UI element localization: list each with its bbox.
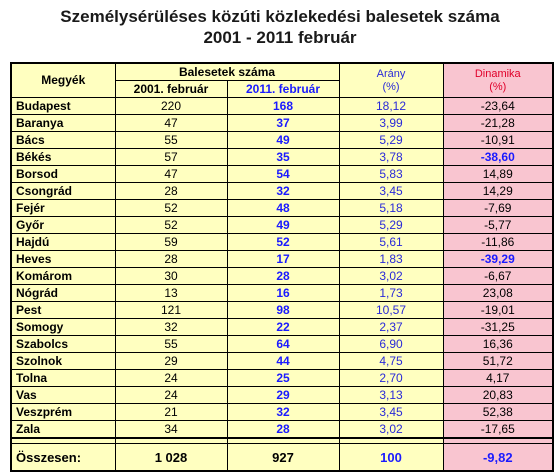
ratio-cell: 3,02: [339, 268, 443, 285]
dynamics-cell: -38,60: [443, 149, 553, 166]
ratio-cell: 5,18: [339, 200, 443, 217]
table-row: [11, 387, 553, 404]
value-2001-cell: 52: [115, 217, 227, 234]
value-2011-cell: 44: [227, 353, 339, 370]
table-row: [11, 149, 553, 166]
total-2011: 927: [227, 444, 339, 472]
ratio-cell: 4,75: [339, 353, 443, 370]
header-dynamics-unit: (%): [489, 80, 507, 93]
table-row: [11, 115, 553, 132]
table-row: [11, 302, 553, 319]
value-2001-cell: 59: [115, 234, 227, 251]
table-row: [11, 404, 553, 421]
table-row: [11, 285, 553, 302]
table-row: [11, 217, 553, 234]
dynamics-cell: -11,86: [443, 234, 553, 251]
ratio-cell: 6,90: [339, 336, 443, 353]
value-2011-cell: 52: [227, 234, 339, 251]
table-row: [11, 336, 553, 353]
ratio-cell: 5,83: [339, 166, 443, 183]
county-cell: Komárom: [11, 268, 115, 285]
header-2001: 2001. február: [115, 81, 227, 98]
dynamics-cell: -7,69: [443, 200, 553, 217]
total-2001: 1 028: [115, 444, 227, 472]
header-county: Megyék: [11, 63, 115, 98]
value-2001-cell: 47: [115, 166, 227, 183]
table-row: [11, 370, 553, 387]
county-cell: Heves: [11, 251, 115, 268]
dynamics-cell: 52,38: [443, 404, 553, 421]
table-row: [11, 200, 553, 217]
county-cell: Pest: [11, 302, 115, 319]
county-cell: Tolna: [11, 370, 115, 387]
value-2001-cell: 13: [115, 285, 227, 302]
dynamics-cell: 14,29: [443, 183, 553, 200]
table-row: [11, 183, 553, 200]
header-cases: Balesetek száma: [115, 63, 339, 81]
value-2001-cell: 32: [115, 319, 227, 336]
table-row: [11, 98, 553, 115]
value-2001-cell: 28: [115, 251, 227, 268]
county-cell: Bács: [11, 132, 115, 149]
dynamics-cell: 20,83: [443, 387, 553, 404]
table-row: [11, 132, 553, 149]
table-row: [11, 251, 553, 268]
total-dynamics: -9,82: [443, 444, 553, 472]
value-2011-cell: 29: [227, 387, 339, 404]
value-2001-cell: 47: [115, 115, 227, 132]
dynamics-cell: 14,89: [443, 166, 553, 183]
county-cell: Vas: [11, 387, 115, 404]
dynamics-cell: -23,64: [443, 98, 553, 115]
county-cell: Budapest: [11, 98, 115, 115]
value-2001-cell: 21: [115, 404, 227, 421]
table-row: [11, 166, 553, 183]
county-cell: Somogy: [11, 319, 115, 336]
table-row: [11, 234, 553, 251]
value-2011-cell: 49: [227, 217, 339, 234]
county-cell: Veszprém: [11, 404, 115, 421]
value-2001-cell: 28: [115, 183, 227, 200]
value-2011-cell: 64: [227, 336, 339, 353]
ratio-cell: 3,78: [339, 149, 443, 166]
dynamics-cell: -5,77: [443, 217, 553, 234]
total-row: [11, 444, 553, 472]
ratio-cell: 2,70: [339, 370, 443, 387]
value-2011-cell: 49: [227, 132, 339, 149]
ratio-cell: 3,99: [339, 115, 443, 132]
county-cell: Szabolcs: [11, 336, 115, 353]
dynamics-cell: -17,65: [443, 421, 553, 439]
value-2001-cell: 55: [115, 132, 227, 149]
value-2011-cell: 16: [227, 285, 339, 302]
county-cell: Zala: [11, 421, 115, 439]
ratio-cell: 18,12: [339, 98, 443, 115]
total-ratio: 100: [339, 444, 443, 472]
ratio-cell: 1,83: [339, 251, 443, 268]
dynamics-cell: -10,91: [443, 132, 553, 149]
county-cell: Szolnok: [11, 353, 115, 370]
value-2011-cell: 22: [227, 319, 339, 336]
table-row: [11, 319, 553, 336]
value-2001-cell: 30: [115, 268, 227, 285]
header-2011: 2011. február: [227, 81, 339, 98]
ratio-cell: 5,29: [339, 132, 443, 149]
page-title: [0, 6, 560, 48]
table-row: [11, 421, 553, 439]
value-2001-cell: 29: [115, 353, 227, 370]
dynamics-cell: 51,72: [443, 353, 553, 370]
header-dynamics: [443, 63, 553, 98]
ratio-cell: 5,29: [339, 217, 443, 234]
table-row: [11, 353, 553, 370]
county-cell: Baranya: [11, 115, 115, 132]
value-2011-cell: 48: [227, 200, 339, 217]
title-line-2: 2001 - 2011 február: [203, 28, 357, 47]
value-2001-cell: 52: [115, 200, 227, 217]
dynamics-cell: 16,36: [443, 336, 553, 353]
dynamics-cell: -6,67: [443, 268, 553, 285]
county-cell: Csongrád: [11, 183, 115, 200]
value-2001-cell: 220: [115, 98, 227, 115]
ratio-cell: 3,45: [339, 183, 443, 200]
header-ratio-label: Arány: [376, 67, 406, 80]
value-2011-cell: 25: [227, 370, 339, 387]
value-2001-cell: 121: [115, 302, 227, 319]
value-2011-cell: 17: [227, 251, 339, 268]
ratio-cell: 3,02: [339, 421, 443, 439]
dynamics-cell: -39,29: [443, 251, 553, 268]
value-2011-cell: 98: [227, 302, 339, 319]
total-label: Összesen:: [11, 444, 115, 472]
dynamics-cell: 4,17: [443, 370, 553, 387]
value-2011-cell: 28: [227, 421, 339, 439]
header-dynamics-label: Dinamika: [474, 67, 521, 80]
county-cell: Győr: [11, 217, 115, 234]
value-2011-cell: 35: [227, 149, 339, 166]
dynamics-cell: -31,25: [443, 319, 553, 336]
county-cell: Nógrád: [11, 285, 115, 302]
county-cell: Hajdú: [11, 234, 115, 251]
value-2011-cell: 54: [227, 166, 339, 183]
accident-table: [10, 62, 554, 472]
value-2011-cell: 32: [227, 183, 339, 200]
dynamics-cell: -19,01: [443, 302, 553, 319]
value-2011-cell: 28: [227, 268, 339, 285]
table-row: [11, 268, 553, 285]
value-2001-cell: 34: [115, 421, 227, 439]
value-2011-cell: 37: [227, 115, 339, 132]
county-cell: Fejér: [11, 200, 115, 217]
value-2011-cell: 32: [227, 404, 339, 421]
ratio-cell: 3,13: [339, 387, 443, 404]
header-ratio: [339, 63, 443, 98]
ratio-cell: 5,61: [339, 234, 443, 251]
title-line-1: Személysérüléses közúti közlekedési balesetek száma: [60, 7, 500, 26]
value-2001-cell: 24: [115, 387, 227, 404]
value-2001-cell: 57: [115, 149, 227, 166]
table-body: [11, 98, 553, 439]
value-2001-cell: 24: [115, 370, 227, 387]
value-2001-cell: 55: [115, 336, 227, 353]
ratio-cell: 1,73: [339, 285, 443, 302]
dynamics-cell: 23,08: [443, 285, 553, 302]
header-ratio-unit: (%): [382, 80, 400, 93]
ratio-cell: 2,37: [339, 319, 443, 336]
value-2011-cell: 168: [227, 98, 339, 115]
dynamics-cell: -21,28: [443, 115, 553, 132]
county-cell: Borsod: [11, 166, 115, 183]
ratio-cell: 10,57: [339, 302, 443, 319]
ratio-cell: 3,45: [339, 404, 443, 421]
county-cell: Békés: [11, 149, 115, 166]
